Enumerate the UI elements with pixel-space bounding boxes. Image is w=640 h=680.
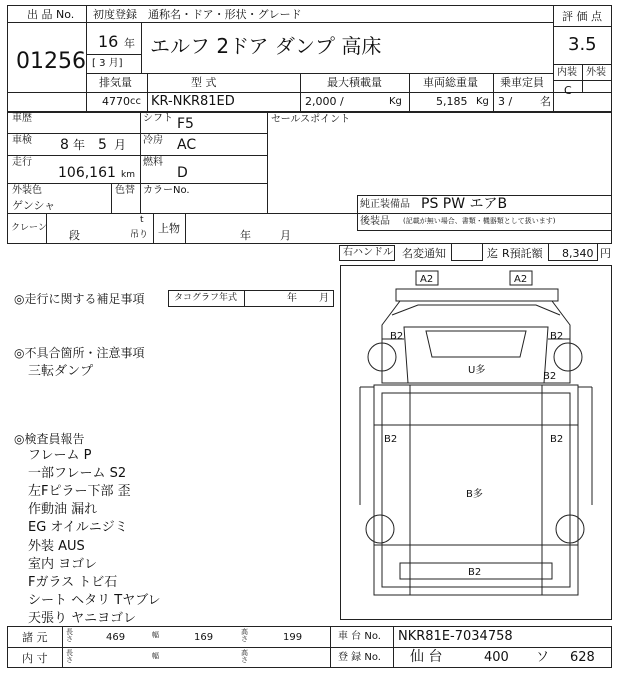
crane-month-unit: 月 — [280, 229, 291, 242]
displacement: 4770 — [102, 95, 130, 108]
dimensions-label: 諸 元 — [22, 631, 48, 644]
crane-label: クレーン — [11, 223, 47, 233]
sales-points-label: セールスポイント — [271, 114, 351, 125]
interior-grade-label: 内装 — [557, 67, 577, 78]
width-label: 幅 — [152, 631, 159, 639]
defects-label: ◎不具合箇所・注意事項 — [14, 346, 145, 360]
tacho-label: タコグラフ年式 — [174, 293, 238, 303]
fuel-label: 燃料 — [143, 157, 163, 168]
inspector-item: 室内 ヨゴレ — [28, 557, 98, 572]
recycle-prefix: 迄 — [487, 247, 498, 260]
inspection-label: 車検 — [12, 135, 32, 146]
name-change-box — [451, 243, 483, 261]
displacement-label: 排気量 — [99, 76, 132, 89]
gross-weight: 5,185 — [436, 95, 468, 108]
equipment-label: 純正装備品 — [360, 199, 410, 210]
chassis-no-label: 車 台 No. — [338, 631, 381, 642]
gross-weight-label: 車両総重量 — [423, 76, 478, 89]
inspector-item: シート ヘタリ Tヤブレ — [28, 593, 161, 608]
first-reg-year: 16 — [98, 32, 119, 51]
rhd-label: 右ハンドル — [343, 247, 393, 258]
plate-label: 登 録 No. — [338, 652, 381, 663]
diagram-front-bumper — [396, 289, 558, 301]
plate-class: 400 — [484, 650, 509, 665]
recycle-label: R預託額 — [502, 247, 543, 260]
crane-year-unit: 年 — [240, 229, 251, 242]
plate-kana: ソ — [536, 650, 550, 665]
driving-notes-label: ◎走行に関する補足事項 — [14, 292, 145, 306]
damage-diagram — [340, 265, 612, 620]
lot-no: 01256 — [16, 49, 86, 74]
inspector-item: 天張り ヤニヨゴレ — [28, 611, 137, 626]
inspector-item: フレーム P — [28, 448, 92, 463]
vehicle-name-label: 通称名・ドア・形状・グレード — [148, 8, 302, 21]
height-label: 高さ — [241, 628, 248, 643]
ac-label: 冷房 — [143, 135, 163, 146]
width: 169 — [194, 632, 214, 643]
color-change-label: 色替 — [115, 185, 135, 196]
max-load-label: 最大積載量 — [327, 76, 382, 89]
gross-weight-unit: Kg — [476, 96, 489, 107]
inspector-item: Fガラス トビ石 — [28, 575, 118, 590]
damage-label-a2-right: A2 — [514, 274, 528, 285]
shift-label: シフト — [143, 113, 173, 124]
recycle-unit: 円 — [600, 247, 611, 260]
damage-label-b2-bed-left: B2 — [384, 434, 398, 445]
inspector-report-label: ◎検査員報告 — [14, 432, 85, 446]
inspector-item: EG オイルニジミ — [28, 520, 128, 535]
diagram-wheel-front-right — [554, 343, 582, 371]
interior-dimensions-label: 内 寸 — [22, 652, 48, 665]
damage-label-b-bed: B多 — [466, 489, 483, 500]
max-load-unit: Kg — [389, 96, 402, 107]
ac: AC — [177, 137, 197, 153]
plate-number: 628 — [570, 650, 595, 665]
displacement-unit: cc — [130, 96, 141, 107]
interior-grade: C — [564, 84, 572, 97]
damage-label-a2-left: A2 — [420, 274, 434, 285]
length-label: 長さ — [66, 628, 73, 643]
vehicle-name: エルフ 2ドア ダンプ 高床 — [150, 34, 382, 58]
interior-length-label: 長さ — [66, 649, 73, 664]
tacho-month-unit: 月 — [319, 293, 329, 304]
model-label: 型 式 — [191, 76, 217, 89]
diagram-wheel-rear-left — [366, 515, 394, 543]
exterior-color: ゲンシャ — [12, 199, 56, 212]
damage-label-u-roof: U多 — [468, 365, 486, 376]
shift: F5 — [177, 116, 194, 132]
defect-item: 三転ダンプ — [28, 364, 94, 379]
color-no-label: カラーNo. — [143, 185, 190, 196]
interior-width-label: 幅 — [152, 652, 159, 660]
chassis-no: NKR81E-7034758 — [398, 629, 513, 644]
capacity: 3 / — [498, 95, 513, 108]
history-label: 車歴 — [12, 113, 32, 124]
score-label: 評 価 点 — [562, 10, 602, 23]
length: 469 — [106, 632, 126, 643]
inspection-month: 5 — [98, 137, 107, 153]
tacho-year-unit: 年 — [287, 293, 297, 304]
lot-no-label: 出 品 No. — [27, 8, 75, 21]
damage-label-b2-cab-right: B2 — [550, 331, 564, 342]
capacity-label: 乗車定員 — [500, 76, 544, 89]
inspector-item: 一部フレーム S2 — [28, 466, 127, 481]
max-load: 2,000 / — [305, 95, 344, 108]
crane-top-label: 上物 — [158, 222, 180, 235]
first-reg-month: [ 3 月] — [92, 58, 123, 69]
aftermarket-label: 後装品 — [360, 216, 390, 227]
damage-label-b2-bed-right: B2 — [550, 434, 564, 445]
first-reg-year-unit: 年 — [124, 37, 135, 50]
inspector-item: 作動油 漏れ — [28, 502, 98, 517]
damage-label-b2-fender-right: B2 — [543, 371, 557, 382]
inspection-year: 8 — [60, 137, 69, 153]
inspection-year-unit: 年 — [73, 138, 86, 152]
inspector-item: 外装 AUS — [28, 539, 85, 554]
mileage: 106,161 — [58, 165, 116, 181]
crane-hoist-unit: 吊り — [130, 230, 149, 240]
inspector-item: 左Fピラー下部 歪 — [28, 484, 131, 499]
damage-label-b2-cab-left: B2 — [390, 331, 404, 342]
name-change-label: 名変通知 — [402, 247, 446, 260]
damage-label-b2-rear: B2 — [468, 567, 482, 578]
exterior-color-label: 外装色 — [12, 185, 42, 196]
plate-region: 仙 台 — [410, 649, 443, 665]
crane-stage-unit: 段 — [69, 229, 80, 242]
score: 3.5 — [568, 34, 597, 55]
aftermarket-note: (記載が無い場合、書類・機器類として扱います) — [403, 217, 556, 225]
equipment: PS PW エアB — [421, 196, 508, 212]
crane-ton-unit: t — [140, 215, 144, 225]
interior-height-label: 高さ — [241, 649, 248, 664]
fuel: D — [177, 165, 188, 181]
model: KR-NKR81ED — [151, 94, 235, 109]
inspection-month-unit: 月 — [114, 138, 127, 152]
capacity-unit: 名 — [540, 95, 551, 108]
mileage-unit: km — [121, 170, 135, 180]
mileage-label: 走行 — [12, 157, 32, 168]
exterior-grade-label: 外装 — [586, 67, 606, 78]
height: 199 — [283, 632, 303, 643]
first-reg-label: 初度登録 — [93, 8, 137, 21]
recycle-amount: 8,340 — [562, 247, 594, 260]
